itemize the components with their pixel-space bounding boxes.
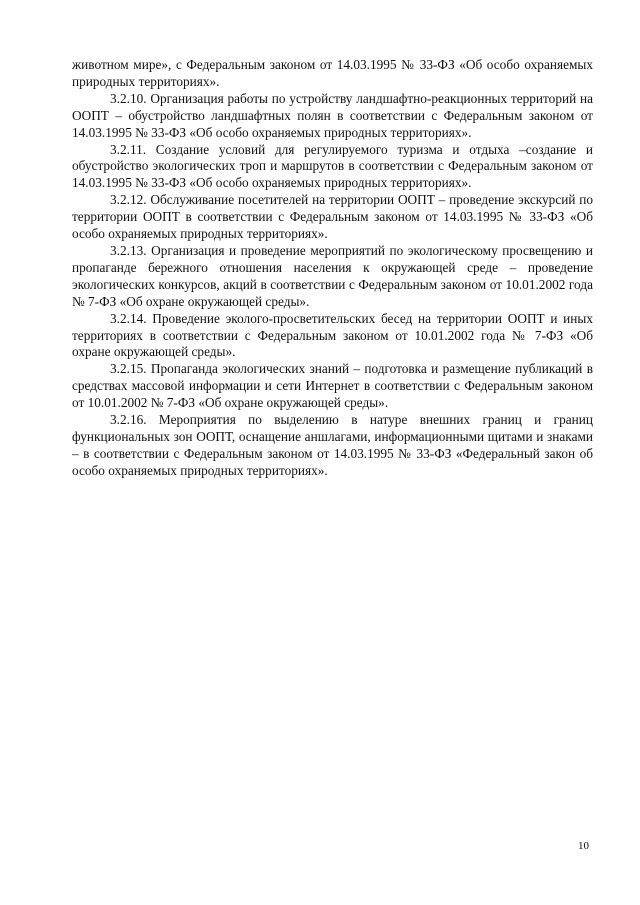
paragraph-3-2-14: 3.2.14. Проведение эколого-просветительских бесед на территории ООПТ и иных территориях в соответствии с Федеральным законом от 10.01.2002 года № 7-ФЗ «Об охране окружающей среды». bbox=[72, 310, 593, 360]
paragraph-3-2-13: 3.2.13. Организация и проведение мероприятий по экологическому просвещению и пропаганде бережного отношения населения к окружающей среде – проведение экологических конкурсов, акций в соответствии с Федеральным законом от 10.01.2002 года № 7-ФЗ «Об охране окружающей среды». bbox=[72, 242, 593, 309]
paragraph-3-2-10: 3.2.10. Организация работы по устройству ландшафтно-реакционных территорий на ООПТ – обустройство ландшафтных полян в соответствии с Федеральным законом от 14.03.1995 № 33-ФЗ «Об особо охраняемых природных территориях». bbox=[72, 90, 593, 140]
paragraph-3-2-11: 3.2.11. Создание условий для регулируемого туризма и отдыха –создание и обустройство экологических троп и маршрутов в соответствии с Федеральным законом от 14.03.1995 № 33-ФЗ «Об особо охраняемых природных территориях». bbox=[72, 141, 593, 191]
document-body bbox=[72, 57, 593, 480]
paragraph-continuation: животном мире», с Федеральным законом от 14.03.1995 № 33-ФЗ «Об особо охраняемых природных территориях». bbox=[72, 57, 593, 89]
page-number: 10 bbox=[578, 840, 589, 852]
paragraph-3-2-16: 3.2.16. Мероприятия по выделению в натуре внешних границ и границ функциональных зон ООПТ, оснащение аншлагами, информационными щитами и знаками – в соответствии с Федеральным законом от 14.03.1995 № 33-ФЗ «Федеральный закон об особо охраняемых природных территориях». bbox=[72, 412, 593, 478]
paragraph-3-2-15: 3.2.15. Пропаганда экологических знаний – подготовка и размещение публикаций в средствах массовой информации и сети Интернет в соответствии с Федеральным законом от 10.01.2002 № 7-ФЗ «Об охране окружающей среды». bbox=[72, 361, 593, 411]
paragraph-3-2-12: 3.2.12. Обслуживание посетителей на территории ООПТ – проведение экскурсий по территории ООПТ в соответствии с Федеральным законом от 14.03.1995 № 33-ФЗ «Об особо охраняемых природных территориях». bbox=[72, 192, 593, 242]
